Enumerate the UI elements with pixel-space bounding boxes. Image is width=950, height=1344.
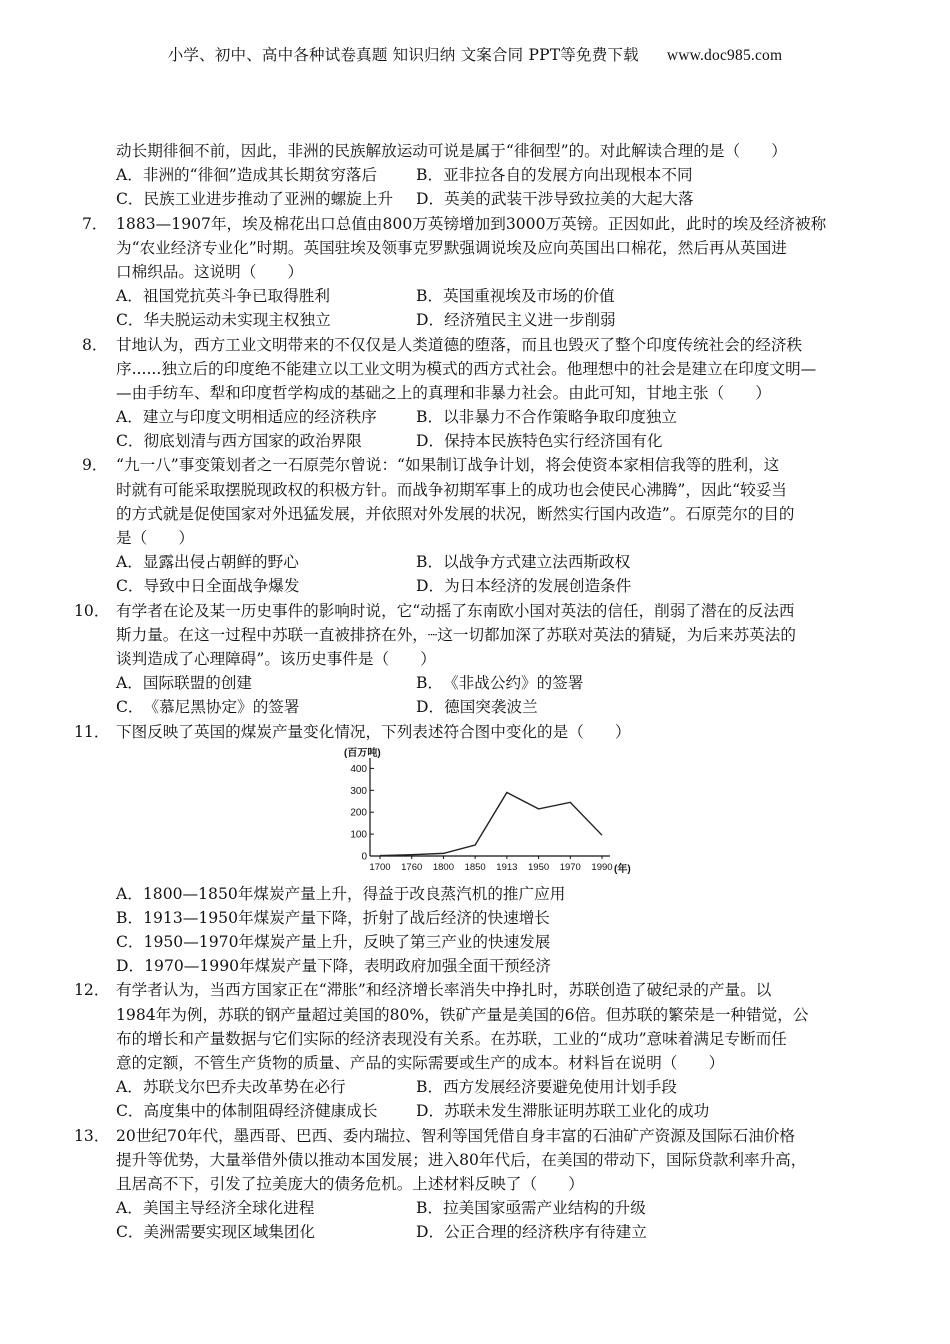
- question-10-stem-line: 斯力量。在这一过程中苏联一直被排挤在外，┈这一切都加深了苏联对英法的猜疑，为后来苏英法的: [116, 625, 796, 644]
- question-13-stem-line: 20世纪70年代，墨西哥、巴西、委内瑞拉、智利等国凭借自身丰富的石油矿产资源及国际石油价格: [116, 1126, 796, 1145]
- option-a[interactable]: A．祖国党抗英斗争已取得胜利: [116, 287, 330, 306]
- option-c[interactable]: C．高度集中的体制阻碍经济健康成长: [116, 1102, 378, 1121]
- question-11: [74, 720, 866, 744]
- x-tick-label: 1760: [401, 861, 423, 873]
- option-d[interactable]: D．公正合理的经济秩序有待建立: [416, 1223, 647, 1242]
- x-tick-label: 1913: [496, 861, 518, 873]
- question-12-stem-line: 有学者认为，当西方国家正在“滞胀”和经济增长率消失中挣扎时，苏联创造了破纪录的产量。以: [116, 981, 772, 1000]
- option-row: [116, 429, 866, 453]
- question-9-stem-line: 的方式就是促使国家对外迅猛发展，并依照对外发展的状况，断然实行国内改造”。石原莞尔的目的: [116, 504, 795, 523]
- option-row: [116, 954, 866, 978]
- option-a[interactable]: A．美国主导经济全球化进程: [116, 1199, 315, 1218]
- question-13-stem-line: 提升等优势，大量举借外债以推动本国发展；进入80年代后，在美国的带动下，国际贷款利率升高，: [116, 1150, 807, 1169]
- option-row: [116, 308, 866, 332]
- option-row: [116, 574, 866, 598]
- series-line: [380, 792, 602, 855]
- option-b[interactable]: B．1913—1950年煤炭产量下降，折射了战后经济的快速增长: [116, 908, 550, 927]
- option-c[interactable]: C．导致中日全面战争爆发: [116, 577, 300, 596]
- option-b[interactable]: B．以非暴力不合作策略争取印度独立: [416, 408, 677, 427]
- question-10-stem-line: 谈判造成了心理障碍”。该历史事件是（ ）: [116, 649, 436, 668]
- option-a[interactable]: A．国际联盟的创建: [116, 674, 253, 693]
- option-row: [116, 930, 866, 954]
- question-9-stem-line: 时就有可能采取摆脱现政权的积极方针。而战争初期军事上的成功也会使民心沸腾”，因此“较妥当: [116, 480, 787, 499]
- option-row: [116, 405, 866, 429]
- question-12-options: [96, 1075, 866, 1123]
- option-d[interactable]: D．经济殖民主义进一步削弱: [416, 311, 616, 330]
- option-c[interactable]: C．《慕尼黑协定》的签署: [116, 698, 300, 717]
- question-13-stem-line: 且居高不下，引发了拉美庞大的债务危机。上述材料反映了（ ）: [116, 1174, 584, 1193]
- option-row: [116, 187, 866, 211]
- option-b[interactable]: B．拉美国家亟需产业结构的升级: [416, 1199, 646, 1218]
- y-tick-label: 300: [350, 785, 367, 797]
- question-11-options: [96, 882, 866, 979]
- header-text: 小学、初中、高中各种试卷真题 知识归纳 文案合同 PPT等免费下载: [167, 46, 639, 64]
- question-12-stem-line: 意的定额，不管生产货物的质量、产品的实际需要或生产的成本。材料旨在说明（ ）: [116, 1054, 725, 1072]
- option-row: [116, 695, 866, 719]
- question-13: [74, 1124, 866, 1197]
- option-b[interactable]: B．以战争方式建立法西斯政权: [416, 553, 631, 572]
- option-d[interactable]: D．为日本经济的发展创造条件: [416, 577, 632, 596]
- option-row: [116, 882, 866, 906]
- question-7-stem-line: 为“农业经济专业化”时期。英国驻埃及领事克罗默强调说埃及应向英国出口棉花，然后再从英国进: [116, 238, 787, 257]
- question-8-stem-line: —由手纺车、犁和印度哲学构成的基础之上的真理和非暴力社会。由此可知，甘地主张（ ）: [116, 383, 771, 402]
- question-12-stem-line: 1984年为例，苏联的钢产量超过美国的80%，铁矿产量是美国的6倍。但苏联的繁荣是一种错觉，公: [116, 1005, 809, 1024]
- x-tick-label: 1970: [559, 861, 581, 873]
- chart-xlabel: (年): [614, 863, 631, 875]
- y-tick-label: 400: [350, 763, 367, 775]
- question-8-stem-line: 序......独立后的印度绝不能建立以工业文明为模式的西方式社会。他理想中的社会是建立在印度文明—: [116, 359, 817, 378]
- question-13-options: [96, 1196, 866, 1244]
- question-6: [96, 139, 866, 163]
- question-8: [82, 333, 866, 406]
- option-a[interactable]: A．非洲的“徘徊”造成其长期贫穷落后: [116, 166, 378, 185]
- x-tick-label: 1700: [369, 861, 391, 873]
- option-d[interactable]: D．德国突袭波兰: [416, 698, 538, 717]
- option-row: [116, 550, 866, 574]
- question-12-stem-line: 布的增长和产量数据与它们实际的经济表现没有关系。在苏联，工业的“成功”意味着满足专断而任: [116, 1029, 787, 1048]
- y-tick-label: 200: [350, 807, 367, 819]
- question-7: [82, 212, 866, 285]
- x-tick-label: 1950: [528, 861, 550, 873]
- option-b[interactable]: B．《非战公约》的签署: [416, 674, 584, 693]
- question-number: 8．: [82, 335, 108, 354]
- question-12: [74, 978, 866, 1075]
- option-row: [116, 1196, 866, 1220]
- question-number: 12．: [74, 981, 110, 1000]
- page-header: [0, 43, 950, 65]
- exam-content: [74, 139, 866, 1245]
- question-7-options: [96, 284, 866, 332]
- question-9: [82, 453, 866, 550]
- option-c[interactable]: C．1950—1970年煤炭产量上升，反映了第三产业的快速发展: [116, 933, 551, 952]
- option-c[interactable]: C．美洲需要实现区域集团化: [116, 1223, 316, 1242]
- question-10-options: [96, 671, 866, 719]
- option-a[interactable]: A．显露出侵占朝鲜的野心: [116, 553, 299, 572]
- chart-ylabel: (百万吨): [344, 747, 381, 759]
- option-b[interactable]: B．英国重视埃及市场的价值: [416, 287, 615, 306]
- option-d[interactable]: D．1970—1990年煤炭产量下降，表明政府加强全面干预经济: [116, 957, 551, 976]
- option-b[interactable]: B．西方发展经济要避免使用计划手段: [416, 1078, 677, 1097]
- option-row: [116, 1220, 866, 1244]
- option-row: [116, 163, 866, 187]
- option-row: [116, 284, 866, 308]
- coal-output-line-chart: [336, 744, 636, 882]
- question-7-stem-line: 1883—1907年，埃及棉花出口总值由800万英镑增加到3000万英镑。正因如此，此时的埃及经济被称: [116, 214, 827, 233]
- coal-output-chart: [336, 744, 636, 882]
- question-11-stem-line: 下图反映了英国的煤炭产量变化情况，下列表述符合图中变化的是（ ）: [116, 722, 631, 741]
- question-10: [74, 599, 866, 672]
- question-7-stem-line: 口棉织品。这说明（ ）: [116, 262, 304, 281]
- question-10-stem-line: 有学者在论及某一历史事件的影响时说，它“动摇了东南欧小国对英法的信任，削弱了潜在的反法西: [116, 601, 795, 620]
- option-c[interactable]: C．民族工业进步推动了亚洲的螺旋上升: [116, 190, 394, 209]
- question-number: 13．: [74, 1126, 110, 1145]
- option-d[interactable]: D．英美的武装干涉导致拉美的大起大落: [416, 190, 694, 209]
- option-a[interactable]: A．苏联戈尔巴乔夫改革势在必行: [116, 1078, 346, 1097]
- question-9-stem-line: 是（ ）: [116, 529, 194, 547]
- question-8-options: [96, 405, 866, 453]
- option-c[interactable]: C．华夫脱运动未实现主权独立: [116, 311, 331, 330]
- option-d[interactable]: D．苏联未发生滞胀证明苏联工业化的成功: [416, 1102, 710, 1121]
- option-row: [116, 671, 866, 695]
- question-8-stem-line: 甘地认为，西方工业文明带来的不仅仅是人类道德的堕落，而且也毁灭了整个印度传统社会的经济秩: [116, 335, 803, 354]
- question-9-options: [96, 550, 866, 598]
- x-tick-label: 1990: [591, 861, 613, 873]
- y-tick-label: 100: [350, 829, 367, 841]
- question-9-stem-line: “九一八”事变策划者之一石原莞尔曾说：“如果制订战争计划，将会使资本家相信我等的胜利，这: [116, 456, 780, 475]
- question-number: 10．: [74, 601, 110, 620]
- question-number: 7．: [82, 214, 108, 233]
- option-a[interactable]: A．1800—1850年煤炭产量上升，得益于改良蒸汽机的推广应用: [116, 884, 566, 903]
- x-tick-label: 1850: [464, 861, 486, 873]
- option-row: [116, 1075, 866, 1099]
- option-row: [116, 1099, 866, 1123]
- question-6-stem: 动长期徘徊不前，因此，非洲的民族解放运动可说是属于“徘徊型”的。对此解读合理的是（ ）: [116, 142, 787, 160]
- y-tick-label: 0: [361, 851, 367, 863]
- header-site-link[interactable]: www.doc985.com: [666, 47, 783, 64]
- option-row: [116, 906, 866, 930]
- question-number: 9．: [82, 456, 108, 475]
- option-c[interactable]: C．彻底划清与西方国家的政治界限: [116, 432, 362, 451]
- option-a[interactable]: A．建立与印度文明相适应的经济秩序: [116, 408, 377, 427]
- question-number: 11．: [74, 722, 110, 741]
- chart-xticks: [369, 856, 612, 873]
- question-6-options: [96, 163, 866, 211]
- option-b[interactable]: B．亚非拉各自的发展方向出现根本不同: [416, 166, 693, 185]
- x-tick-label: 1800: [432, 861, 454, 873]
- option-d[interactable]: D．保持本民族特色实行经济国有化: [416, 432, 663, 451]
